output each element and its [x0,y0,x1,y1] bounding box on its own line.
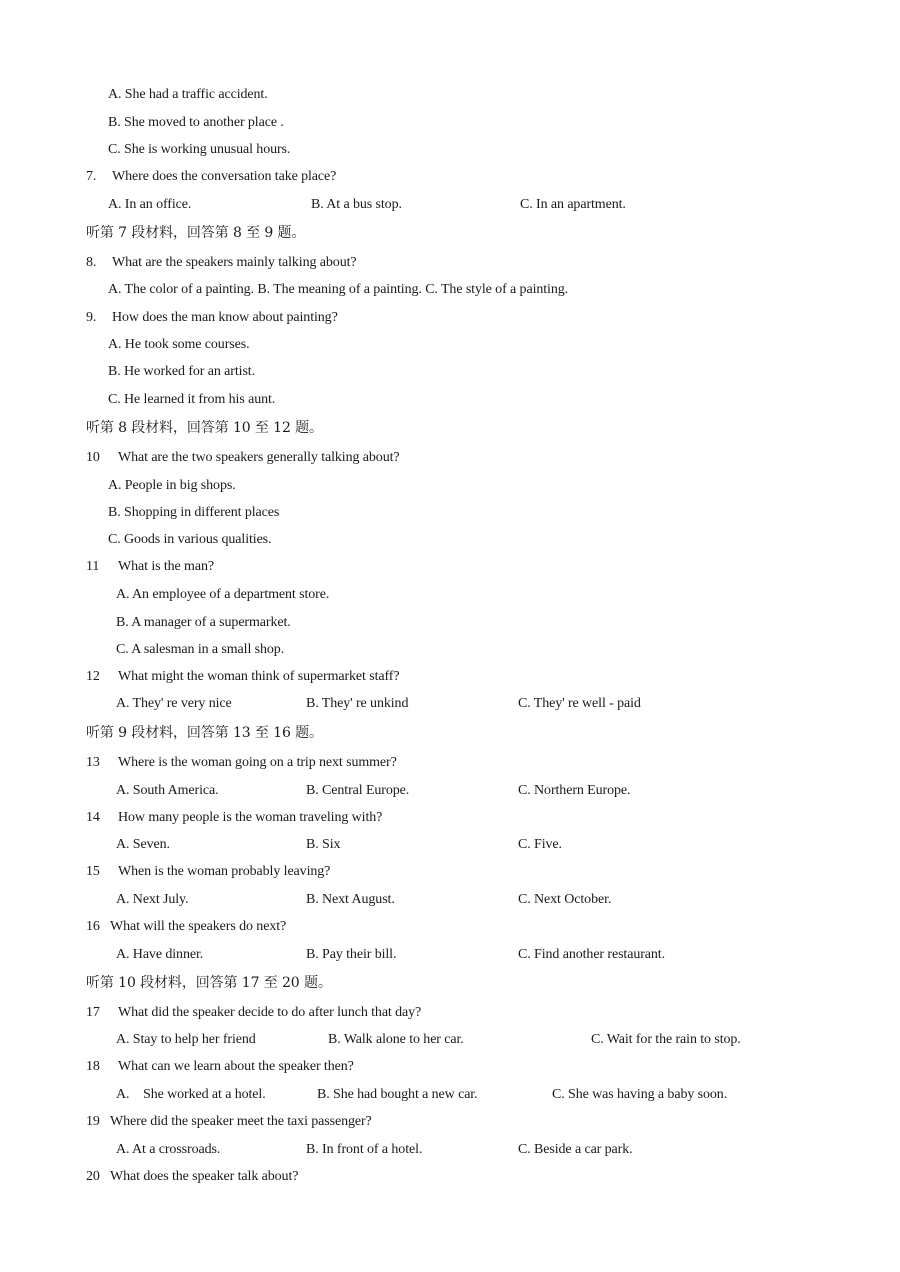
q9-option-b: B. He worked for an artist. [108,364,255,379]
q12-text: What might the woman think of supermarket staff? [118,669,400,684]
q11-text: What is the man? [118,559,214,574]
section-10-heading: 听第 10 段材料，回答第 17 至 20 题。 [86,975,332,991]
q13-option-b: B. Central Europe. [306,783,410,798]
q15-text: When is the woman probably leaving? [118,864,331,879]
q8-option-c: C. The style of a painting. [425,282,569,297]
q10-question [86,449,400,467]
q19-option-c: C. Beside a car park. [518,1142,633,1157]
section-7-heading: 听第 7 段材料，回答第 8 至 9 题。 [86,225,306,241]
q12-number: 12 [86,669,100,684]
q8-text: What are the speakers mainly talking about? [112,255,357,270]
q18-option-c: C. She was having a baby soon. [552,1087,728,1102]
q14-number: 14 [86,810,100,825]
q15-option-b: B. Next August. [306,892,395,907]
q20-number: 20 [86,1169,100,1184]
q8-options [108,281,568,299]
q11-option-c: C. A salesman in a small shop. [116,642,285,657]
q11-option-a: A. An employee of a department store. [116,587,330,602]
q10-number: 10 [86,450,100,465]
q16-number: 16 [86,919,100,934]
q18-option-b: B. She had bought a new car. [317,1087,478,1102]
q19-number: 19 [86,1114,100,1129]
q15-option-c: C. Next October. [518,892,612,907]
q11-number: 11 [86,559,100,574]
q15-question [86,863,330,881]
q7-option-b: B. At a bus stop. [311,197,402,212]
q16-text: What will the speakers do next? [110,919,287,934]
q7-question [86,168,336,186]
q7-number: 7. [86,169,97,184]
q17-option-a: A. Stay to help her friend [116,1032,256,1047]
q17-option-c: C. Wait for the rain to stop. [591,1032,741,1047]
q12-question [86,668,399,686]
q17-text: What did the speaker decide to do after lunch that day? [118,1005,422,1020]
q7-option-a: A. In an office. [108,197,192,212]
q13-number: 13 [86,755,100,770]
q16-question [86,918,286,936]
q10-option-b: B. Shopping in different places [108,505,280,520]
q14-option-b: B. Six [306,837,341,852]
q16-option-a: A. Have dinner. [116,947,204,962]
q13-option-a: A. South America. [116,783,219,798]
q14-question [86,809,382,827]
q6-option-a: A. She had a traffic accident. [108,87,268,102]
q8-number: 8. [86,255,97,270]
q8-question [86,254,357,272]
q9-text: How does the man know about painting? [112,310,338,325]
q10-option-a: A. People in big shops. [108,478,236,493]
section-9-heading: 听第 9 段材料，回答第 13 至 16 题。 [86,725,323,741]
q12-option-c: C. They' re well - paid [518,696,641,711]
q9-option-c: C. He learned it from his aunt. [108,392,276,407]
section-8-heading: 听第 8 段材料，回答第 10 至 12 题。 [86,420,323,436]
q11-option-b: B. A manager of a supermarket. [116,615,291,630]
q8-option-b: B. The meaning of a painting. [257,282,422,297]
q19-question [86,1113,372,1131]
q16-option-c: C. Find another restaurant. [518,947,665,962]
q17-number: 17 [86,1005,100,1020]
q10-option-c: C. Goods in various qualities. [108,532,272,547]
q8-option-a: A. The color of a painting. [108,282,254,297]
q19-text: Where did the speaker meet the taxi passenger? [110,1114,372,1129]
q13-text: Where is the woman going on a trip next summer? [118,755,397,770]
q10-text: What are the two speakers generally talking about? [118,450,400,465]
q15-option-a: A. Next July. [116,892,189,907]
q20-question [86,1168,298,1186]
q19-option-b: B. In front of a hotel. [306,1142,423,1157]
q7-text: Where does the conversation take place? [112,169,337,184]
q20-text: What does the speaker talk about? [110,1169,299,1184]
q9-question [86,309,338,327]
q16-option-b: B. Pay their bill. [306,947,397,962]
q18-text: What can we learn about the speaker then? [118,1059,354,1074]
q19-option-a: A. At a crossroads. [116,1142,221,1157]
q18-option-a: A. She worked at a hotel. [116,1087,266,1102]
q7-option-c: C. In an apartment. [520,197,626,212]
q9-number: 9. [86,310,97,325]
q11-question [86,558,214,576]
q17-question [86,1004,421,1022]
q14-option-a: A. Seven. [116,837,170,852]
q6-option-b: B. She moved to another place . [108,115,284,130]
q14-option-c: C. Five. [518,837,562,852]
q18-number: 18 [86,1059,100,1074]
q18-question [86,1058,354,1076]
q13-question [86,754,397,772]
q14-text: How many people is the woman traveling with? [118,810,383,825]
q12-option-b: B. They' re unkind [306,696,409,711]
q15-number: 15 [86,864,100,879]
q9-option-a: A. He took some courses. [108,337,250,352]
q13-option-c: C. Northern Europe. [518,783,631,798]
q6-option-c: C. She is working unusual hours. [108,142,291,157]
q17-option-b: B. Walk alone to her car. [328,1032,464,1047]
q12-option-a: A. They' re very nice [116,696,232,711]
